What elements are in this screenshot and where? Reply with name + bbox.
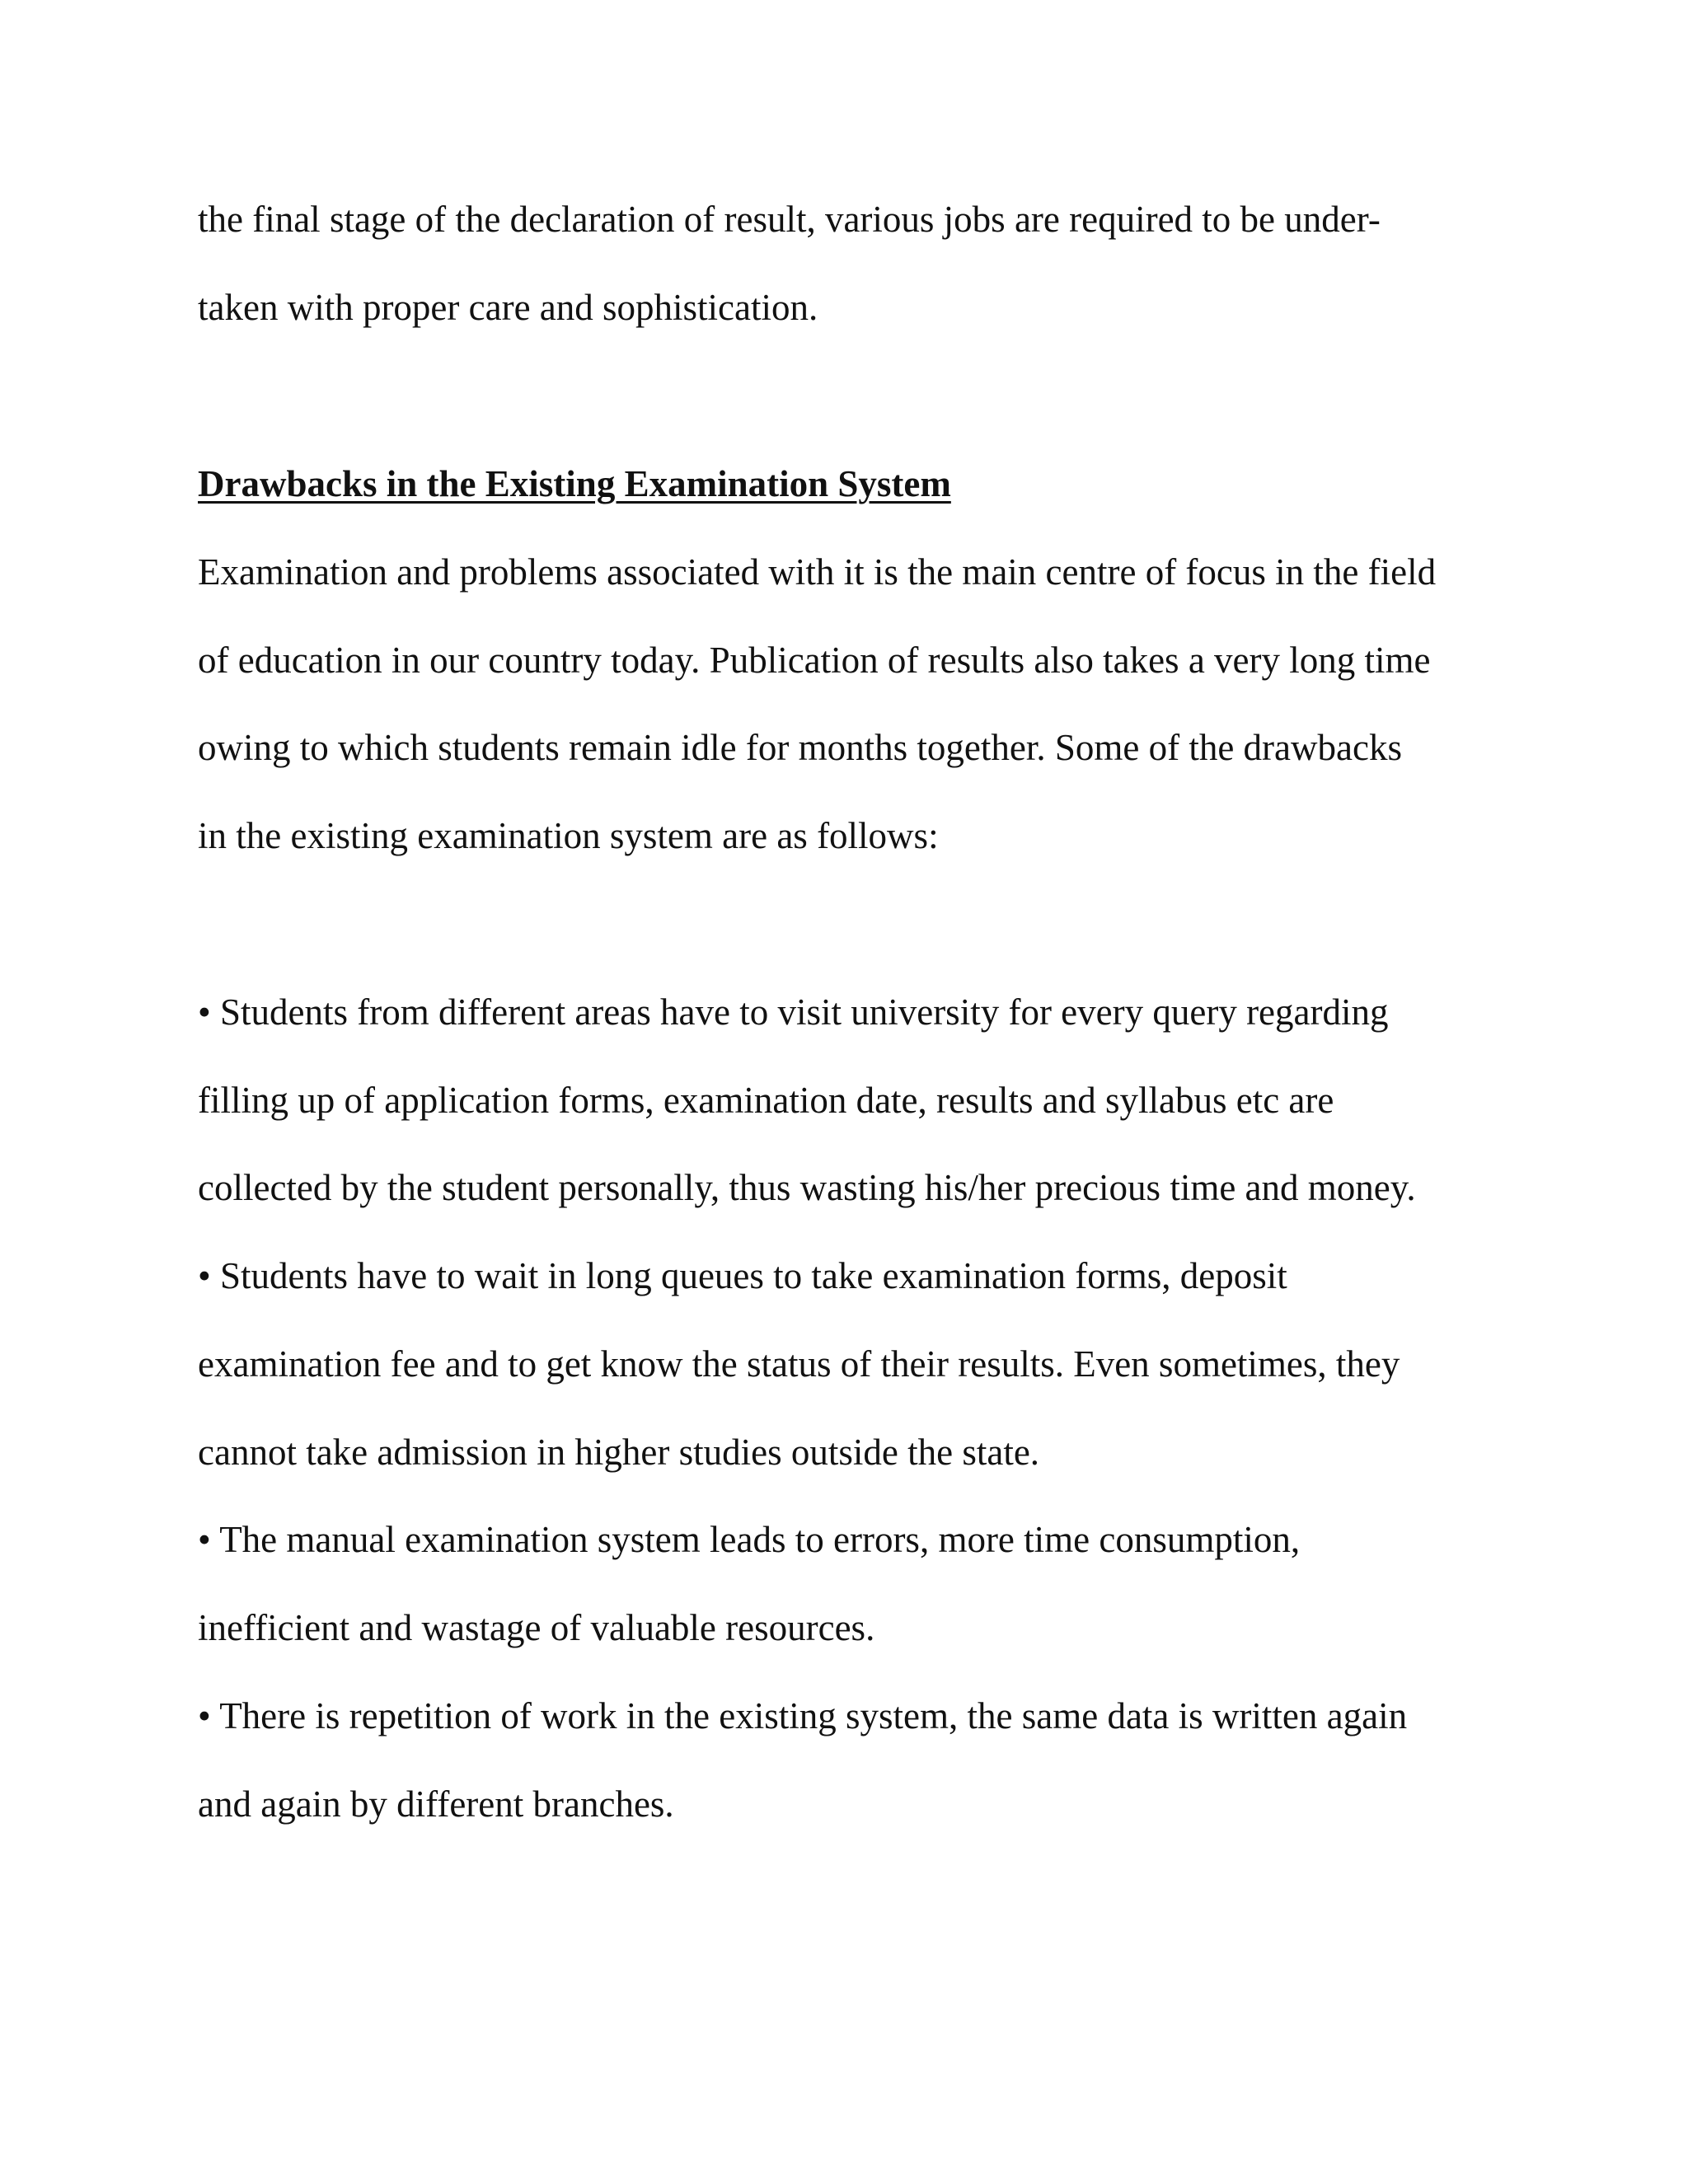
paragraph-line-1: Examination and problems associated with it is the main centre of focus in the field (198, 551, 1437, 593)
intro-line-2: taken with proper care and sophistication. (198, 287, 818, 328)
bullet-4-line-1: • There is repetition of work in the existing system, the same data is written again (198, 1695, 1408, 1736)
bullet-4-line-2: and again by different branches. (198, 1783, 674, 1825)
bullet-2-line-1: • Students have to wait in long queues to take examination forms, deposit (198, 1255, 1287, 1296)
bullet-3-line-1: • The manual examination system leads to errors, more time consumption, (198, 1519, 1301, 1560)
paragraph-line-3: owing to which students remain idle for months together. Some of the drawbacks (198, 727, 1402, 768)
bullet-1-line-1: • Students from different areas have to visit university for every query regarding (198, 991, 1389, 1033)
section-heading: Drawbacks in the Existing Examination System (198, 463, 951, 504)
paragraph-line-2: of education in our country today. Publication of results also takes a very long time (198, 640, 1431, 681)
intro-line-1: the final stage of the declaration of result, various jobs are required to be under- (198, 199, 1381, 240)
bullet-2-line-2: examination fee and to get know the status of their results. Even sometimes, they (198, 1343, 1400, 1385)
paragraph-line-4: in the existing examination system are as follows: (198, 815, 939, 856)
bullet-3-line-2: inefficient and wastage of valuable resources. (198, 1607, 875, 1648)
bullet-2-line-3: cannot take admission in higher studies outside the state. (198, 1432, 1040, 1473)
bullet-1-line-2: filling up of application forms, examination date, results and syllabus etc are (198, 1080, 1334, 1121)
bullet-1-line-3: collected by the student personally, thus wasting his/her precious time and money. (198, 1167, 1416, 1208)
